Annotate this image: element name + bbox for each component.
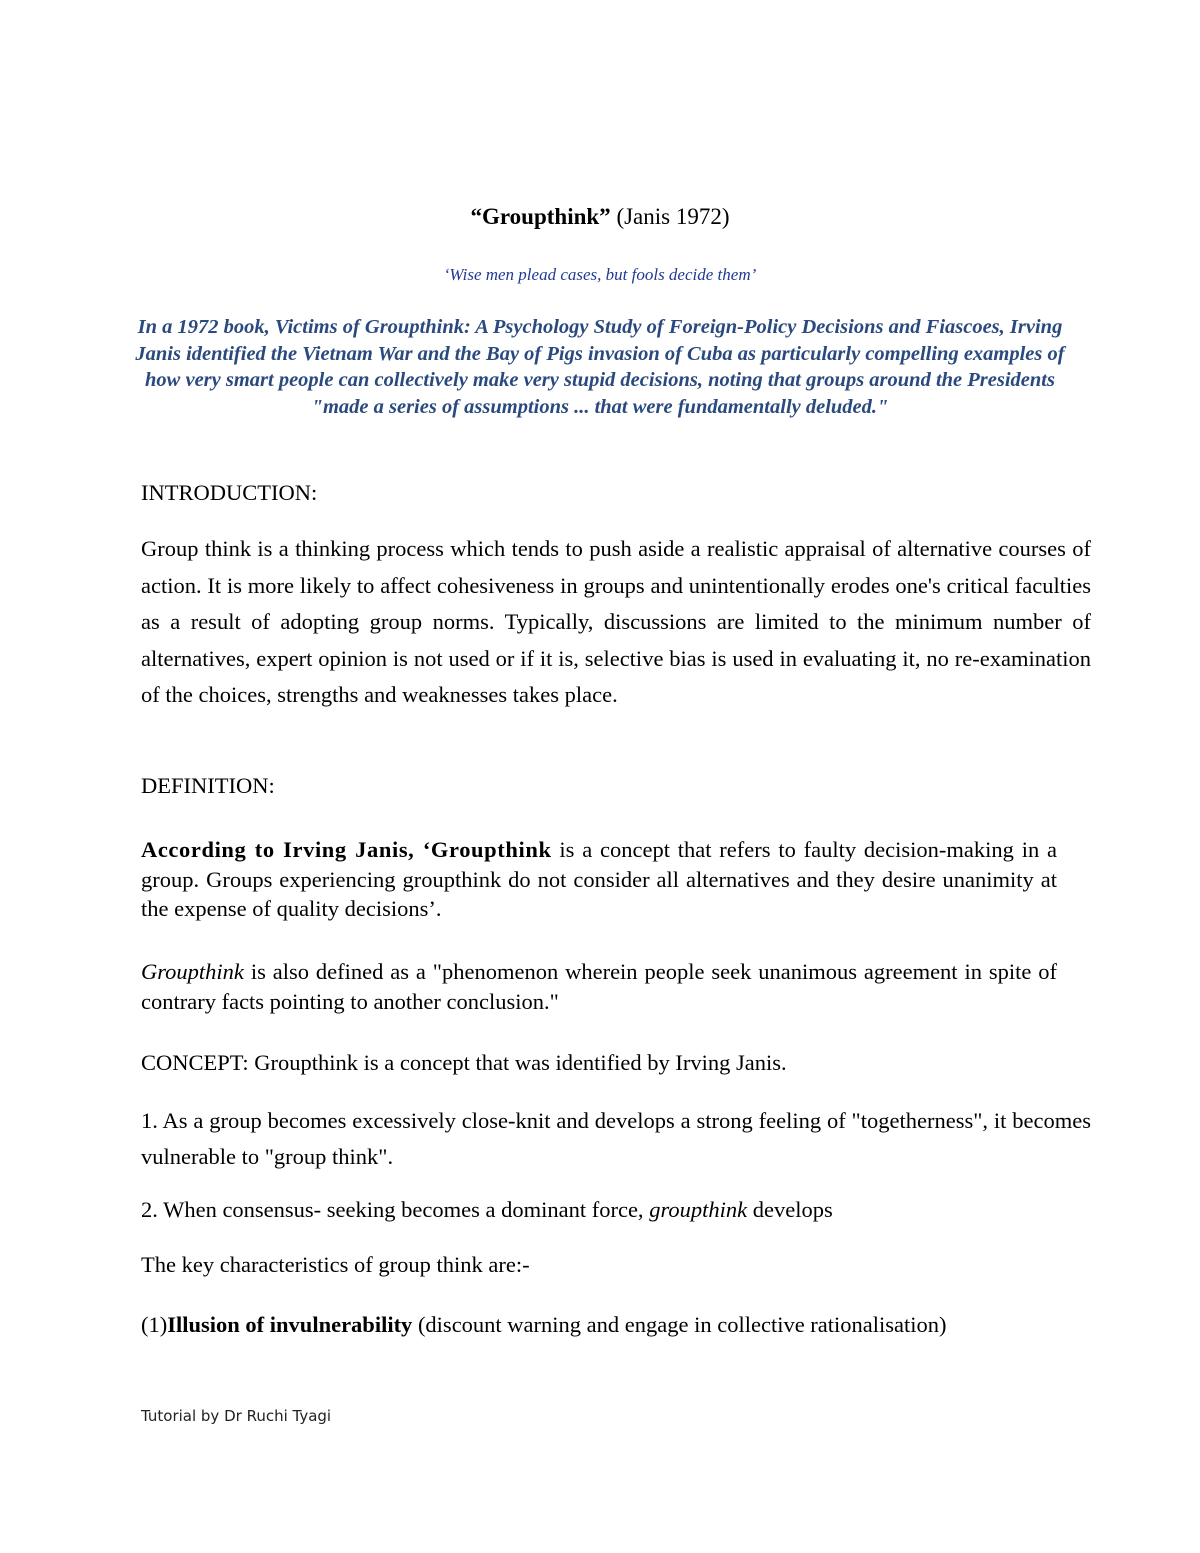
- title-suffix: (Janis 1972): [610, 204, 730, 229]
- characteristic-item-1-number: (1): [141, 1312, 168, 1337]
- characteristics-intro: The key characteristics of group think are:-: [141, 1252, 530, 1277]
- title-main: “Groupthink”: [470, 204, 611, 229]
- concept-paragraph: CONCEPT: Groupthink is a concept that was identified by Irving Janis.: [141, 1050, 787, 1075]
- introduction-heading: INTRODUCTION:: [141, 480, 318, 505]
- concept-point-2-post: develops: [747, 1197, 833, 1222]
- definition-paragraph-2-text: is also defined as a "phenomenon wherein people seek unanimous agreement in spite of contrary facts pointing to another conclusion.": [141, 959, 1057, 1014]
- concept-point-2: [141, 1195, 1091, 1224]
- definition-bold-lead: According to Irving Janis, ‘Groupthink: [141, 837, 552, 862]
- characteristic-item-1: [141, 1307, 1091, 1343]
- epigraph-quote: ‘Wise men plead cases, but fools decide them’: [443, 265, 757, 284]
- characteristic-item-1-title: Illusion of invulnerability: [167, 1312, 413, 1337]
- definition-italic-lead: Groupthink: [141, 959, 244, 984]
- page-title: [0, 203, 1200, 231]
- definition-paragraph-2: [141, 957, 1057, 1016]
- definition-paragraph-1-text: is a concept that refers to faulty decision-making in a group. Groups experiencing groupthink do not consider all alternatives and they desire unanimity at the expense of quality decisions’.: [141, 837, 1057, 921]
- introduction-paragraph: Group think is a thinking process which tends to push aside a realistic appraisal of alternative courses of action. It is more likely to affect cohesiveness in groups and unintentionally erodes one's critical faculties as a result of adopting group norms. Typically, discussions are limited to the minimum number of alternatives, expert opinion is not used or if it is, selective bias is used in evaluating it, no re-examination of the choices, strengths and weaknesses takes place.: [141, 536, 1091, 707]
- definition-paragraph-1: [141, 835, 1057, 924]
- definition-heading: DEFINITION:: [141, 773, 275, 798]
- abstract-paragraph: In a 1972 book, Victims of Groupthink: A Psychology Study of Foreign-Policy Decisions and Fiascoes, Irving Janis identified the Vietnam War and the Bay of Pigs invasion of Cuba as particularly compelling examples of how very smart people can collectively make very stupid decisions, noting that groups around the Presidents "made a series of assumptions ... that were fundamentally deluded.": [135, 316, 1065, 418]
- characteristic-item-1-text: (discount warning and engage in collective rationalisation): [412, 1312, 947, 1337]
- concept-point-2-italic: groupthink: [649, 1197, 748, 1222]
- concept-point-2-pre: 2. When consensus- seeking becomes a dominant force,: [141, 1197, 650, 1222]
- concept-point-1: 1. As a group becomes excessively close-knit and develops a strong feeling of "togetherness", it becomes vulnerable to "group think".: [141, 1108, 1091, 1169]
- page-footer: Tutorial by Dr Ruchi Tyagi: [141, 1407, 332, 1425]
